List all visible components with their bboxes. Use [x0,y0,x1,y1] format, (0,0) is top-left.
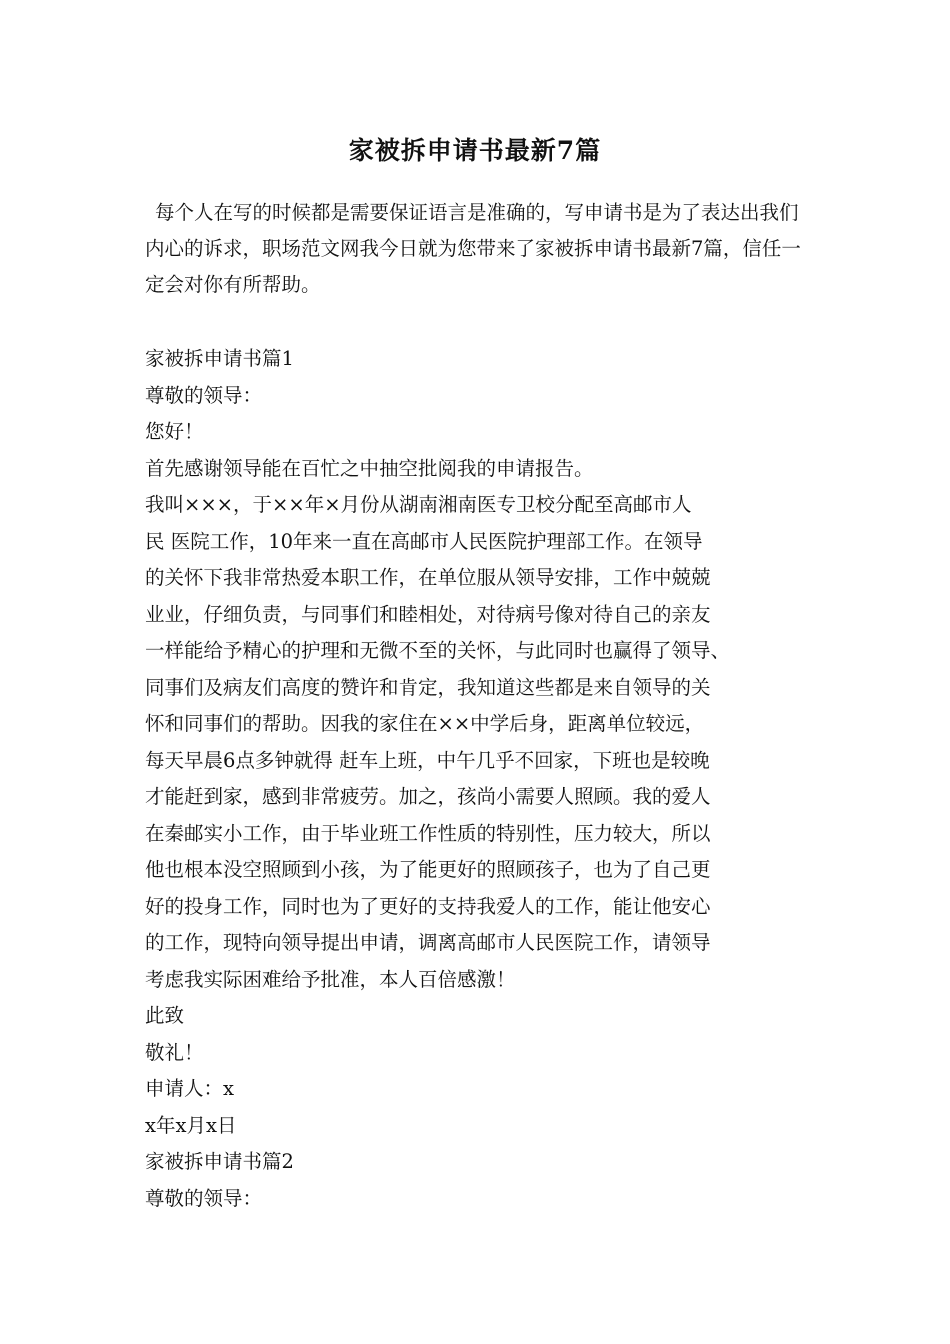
document-body [145,341,810,1217]
body-line: 的工作，现特向领导提出申请，调离高邮市人民医院工作，请领导 [145,931,711,954]
body-line: 好的投身工作，同时也为了更好的支持我爱人的工作，能让他安心 [145,894,711,918]
body-line: 在秦邮实小工作，由于毕业班工作性质的特别性，压力较大，所以 [145,821,711,845]
body-line: 我叫×××，于××年×月份从湖南湘南医专卫校分配至高邮市人 [145,493,692,516]
body-line: 他也根本没空照顾到小孩，为了能更好的照顾孩子，也为了自己更 [145,858,711,881]
document-title: 家被拆申请书最新7篇 [348,136,602,165]
body-line: 业业，仔细负责，与同事们和睦相处，对待病号像对待自己的亲友 [145,602,711,626]
intro-paragraph: 每个人在写的时候都是需要保证语言是准确的，写申请书是为了表达出我们内心的诉求，职场范文网我今日就为您带来了家被拆申请书最新7篇，信任一定会对你有所帮助。 [145,201,801,296]
body-line: 的关怀下我非常热爱本职工作，在单位服从领导安排，工作中兢兢 [145,566,711,589]
closing-line: 此致 [145,1004,185,1027]
date-line: x年x月x日 [145,1113,237,1137]
body-line: 一样能给予精心的护理和无微不至的关怀，与此同时也赢得了领导、 [145,639,731,662]
greeting: 您好！ [145,420,204,443]
section-heading: 家被拆申请书篇1 [145,347,294,370]
closing-line: 敬礼！ [145,1040,204,1064]
applicant-line: 申请人：x [145,1077,234,1100]
body-line: 才能赶到家，感到非常疲劳。加之，孩尚小需要人照顾。我的爱人 [145,785,711,808]
body-line: 同事们及病友们高度的赞许和肯定，我知道这些都是来自领导的关 [145,675,711,699]
section-heading: 家被拆申请书篇2 [145,1150,294,1173]
body-line: 考虑我实际困难给予批准，本人百倍感激！ [145,967,516,991]
opening-line: 首先感谢领导能在百忙之中抽空批阅我的申请报告。 [145,456,594,480]
body-line: 每天早晨6点多钟就得 赶车上班，中午几乎不回家，下班也是较晚 [145,748,710,772]
salutation: 尊敬的领导： [145,383,263,407]
salutation: 尊敬的领导： [145,1186,263,1210]
body-line: 怀和同事们的帮助。因我的家住在××中学后身，距离单位较远， [145,712,705,735]
body-line: 民 医院工作，10年来一直在高邮市人民医院护理部工作。在领导 [145,529,703,553]
body-paragraph [145,487,810,998]
